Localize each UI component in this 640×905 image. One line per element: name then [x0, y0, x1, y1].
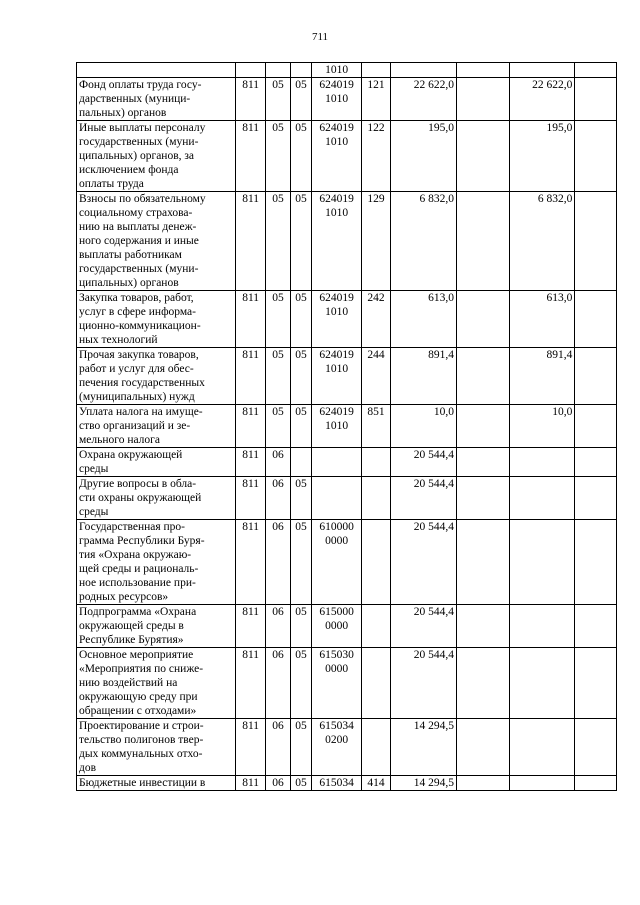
row-name: Фонд оплаты труда госу- дарственных (муници- пальных) органов [77, 78, 236, 121]
row-empty-cell [457, 121, 510, 192]
row-subsection-code: 05 [290, 121, 312, 192]
row-admin-code: 811 [235, 648, 266, 719]
row-amount-2 [509, 63, 575, 78]
row-name: Иные выплаты персоналу государственных (муни- ципальных) органов, за исключением фонда оплаты труда [77, 121, 236, 192]
row-expense-type: 244 [361, 348, 391, 405]
row-name: Охрана окружающей среды [77, 448, 236, 477]
row-target-code: 624019 1010 [312, 192, 361, 291]
row-name: Проектирование и строи- тельство полигонов твер- дых коммунальных отхо- дов [77, 719, 236, 776]
row-empty-cell [457, 291, 510, 348]
table-row [77, 78, 617, 121]
row-name: Взносы по обязательному социальному страхова- нию на выплаты денеж- ного содержания и иные выплаты работникам государственных (муни- ципальных) органов [77, 192, 236, 291]
row-section-code [266, 63, 290, 78]
row-expense-type: 242 [361, 291, 391, 348]
row-admin-code [235, 63, 266, 78]
row-target-code: 615030 0000 [312, 648, 361, 719]
row-amount-2: 613,0 [509, 291, 575, 348]
row-amount: 20 544,4 [391, 477, 457, 520]
row-admin-code: 811 [235, 776, 266, 791]
row-subsection-code: 05 [290, 719, 312, 776]
row-empty-cell [457, 448, 510, 477]
row-section-code: 05 [266, 348, 290, 405]
row-target-code: 624019 1010 [312, 291, 361, 348]
row-expense-type [361, 605, 391, 648]
row-empty-cell [575, 776, 617, 791]
row-amount: 613,0 [391, 291, 457, 348]
row-subsection-code [290, 63, 312, 78]
row-amount [391, 63, 457, 78]
row-subsection-code: 05 [290, 520, 312, 605]
row-target-code: 610000 0000 [312, 520, 361, 605]
row-section-code: 06 [266, 719, 290, 776]
row-admin-code: 811 [235, 291, 266, 348]
row-empty-cell [575, 192, 617, 291]
row-target-code: 624019 1010 [312, 405, 361, 448]
row-amount-2 [509, 477, 575, 520]
row-subsection-code: 05 [290, 78, 312, 121]
row-amount-2: 195,0 [509, 121, 575, 192]
row-target-code [312, 477, 361, 520]
row-empty-cell [457, 605, 510, 648]
row-amount: 20 544,4 [391, 520, 457, 605]
row-section-code: 05 [266, 78, 290, 121]
row-expense-type [361, 63, 391, 78]
row-empty-cell [575, 477, 617, 520]
row-empty-cell [575, 121, 617, 192]
table-row [77, 477, 617, 520]
row-empty-cell [457, 719, 510, 776]
row-empty-cell [575, 448, 617, 477]
row-empty-cell [575, 648, 617, 719]
row-target-code: 615000 0000 [312, 605, 361, 648]
row-subsection-code: 05 [290, 605, 312, 648]
page-number: 711 [311, 31, 329, 43]
budget-table [76, 62, 617, 791]
row-name: Основное мероприятие «Мероприятия по сниже- нию воздействий на окружающую среду при обращении с отходами» [77, 648, 236, 719]
row-empty-cell [575, 291, 617, 348]
row-empty-cell [575, 63, 617, 78]
row-amount-2: 6 832,0 [509, 192, 575, 291]
row-admin-code: 811 [235, 605, 266, 648]
row-empty-cell [575, 348, 617, 405]
table-row [77, 192, 617, 291]
row-amount-2 [509, 448, 575, 477]
row-expense-type [361, 477, 391, 520]
row-amount: 14 294,5 [391, 719, 457, 776]
row-section-code: 06 [266, 605, 290, 648]
table-row [77, 121, 617, 192]
row-amount-2 [509, 719, 575, 776]
row-admin-code: 811 [235, 121, 266, 192]
table-row [77, 63, 617, 78]
row-amount-2: 891,4 [509, 348, 575, 405]
row-amount-2 [509, 520, 575, 605]
row-empty-cell [457, 348, 510, 405]
row-empty-cell [457, 192, 510, 291]
row-amount-2 [509, 648, 575, 719]
row-expense-type: 851 [361, 405, 391, 448]
row-expense-type [361, 520, 391, 605]
row-section-code: 05 [266, 121, 290, 192]
row-amount: 22 622,0 [391, 78, 457, 121]
row-amount: 891,4 [391, 348, 457, 405]
row-name: Государственная про- грамма Республики Буря- тия «Охрана окружаю- щей среды и рациональ- ное использование при- родных ресурсов» [77, 520, 236, 605]
row-subsection-code: 05 [290, 477, 312, 520]
row-empty-cell [457, 776, 510, 791]
row-admin-code: 811 [235, 719, 266, 776]
row-expense-type: 122 [361, 121, 391, 192]
row-subsection-code: 05 [290, 405, 312, 448]
row-section-code: 05 [266, 192, 290, 291]
row-empty-cell [457, 63, 510, 78]
row-empty-cell [457, 405, 510, 448]
row-name: Другие вопросы в обла- сти охраны окружающей среды [77, 477, 236, 520]
row-empty-cell [457, 78, 510, 121]
row-admin-code: 811 [235, 477, 266, 520]
row-empty-cell [575, 520, 617, 605]
row-section-code: 06 [266, 520, 290, 605]
row-empty-cell [457, 520, 510, 605]
row-amount-2 [509, 776, 575, 791]
row-section-code: 06 [266, 477, 290, 520]
row-empty-cell [457, 648, 510, 719]
row-empty-cell [457, 477, 510, 520]
row-amount: 20 544,4 [391, 648, 457, 719]
row-expense-type [361, 448, 391, 477]
row-amount: 20 544,4 [391, 605, 457, 648]
row-expense-type: 414 [361, 776, 391, 791]
row-admin-code: 811 [235, 448, 266, 477]
row-empty-cell [575, 78, 617, 121]
row-amount-2: 10,0 [509, 405, 575, 448]
row-amount: 14 294,5 [391, 776, 457, 791]
row-section-code: 06 [266, 776, 290, 791]
row-target-code: 624019 1010 [312, 348, 361, 405]
row-admin-code: 811 [235, 348, 266, 405]
row-empty-cell [575, 719, 617, 776]
row-amount-2: 22 622,0 [509, 78, 575, 121]
table-row [77, 605, 617, 648]
row-amount: 20 544,4 [391, 448, 457, 477]
row-admin-code: 811 [235, 405, 266, 448]
row-target-code: 1010 [312, 63, 361, 78]
table-row [77, 520, 617, 605]
row-name: Прочая закупка товаров, работ и услуг для обес- печения государственных (муниципальных) нужд [77, 348, 236, 405]
table-row [77, 776, 617, 791]
row-section-code: 06 [266, 448, 290, 477]
row-admin-code: 811 [235, 192, 266, 291]
row-section-code: 06 [266, 648, 290, 719]
row-amount: 195,0 [391, 121, 457, 192]
row-target-code: 615034 [312, 776, 361, 791]
row-section-code: 05 [266, 291, 290, 348]
table-row [77, 719, 617, 776]
row-expense-type: 129 [361, 192, 391, 291]
table-row [77, 348, 617, 405]
row-target-code [312, 448, 361, 477]
row-empty-cell [575, 405, 617, 448]
row-subsection-code [290, 448, 312, 477]
row-target-code: 615034 0200 [312, 719, 361, 776]
row-name: Уплата налога на имуще- ство организаций и зе- мельного налога [77, 405, 236, 448]
row-subsection-code: 05 [290, 192, 312, 291]
row-empty-cell [575, 605, 617, 648]
row-subsection-code: 05 [290, 776, 312, 791]
row-expense-type: 121 [361, 78, 391, 121]
row-name [77, 63, 236, 78]
row-section-code: 05 [266, 405, 290, 448]
row-target-code: 624019 1010 [312, 121, 361, 192]
row-subsection-code: 05 [290, 348, 312, 405]
table-row [77, 648, 617, 719]
row-admin-code: 811 [235, 78, 266, 121]
row-name: Бюджетные инвестиции в [77, 776, 236, 791]
row-name: Подпрограмма «Охрана окружающей среды в Республике Бурятия» [77, 605, 236, 648]
row-expense-type [361, 648, 391, 719]
row-name: Закупка товаров, работ, услуг в сфере информа- ционно-коммуникацион- ных технологий [77, 291, 236, 348]
table-row [77, 291, 617, 348]
row-amount-2 [509, 605, 575, 648]
row-expense-type [361, 719, 391, 776]
table-row [77, 448, 617, 477]
table-row [77, 405, 617, 448]
row-admin-code: 811 [235, 520, 266, 605]
row-amount: 10,0 [391, 405, 457, 448]
row-subsection-code: 05 [290, 648, 312, 719]
row-subsection-code: 05 [290, 291, 312, 348]
row-target-code: 624019 1010 [312, 78, 361, 121]
row-amount: 6 832,0 [391, 192, 457, 291]
